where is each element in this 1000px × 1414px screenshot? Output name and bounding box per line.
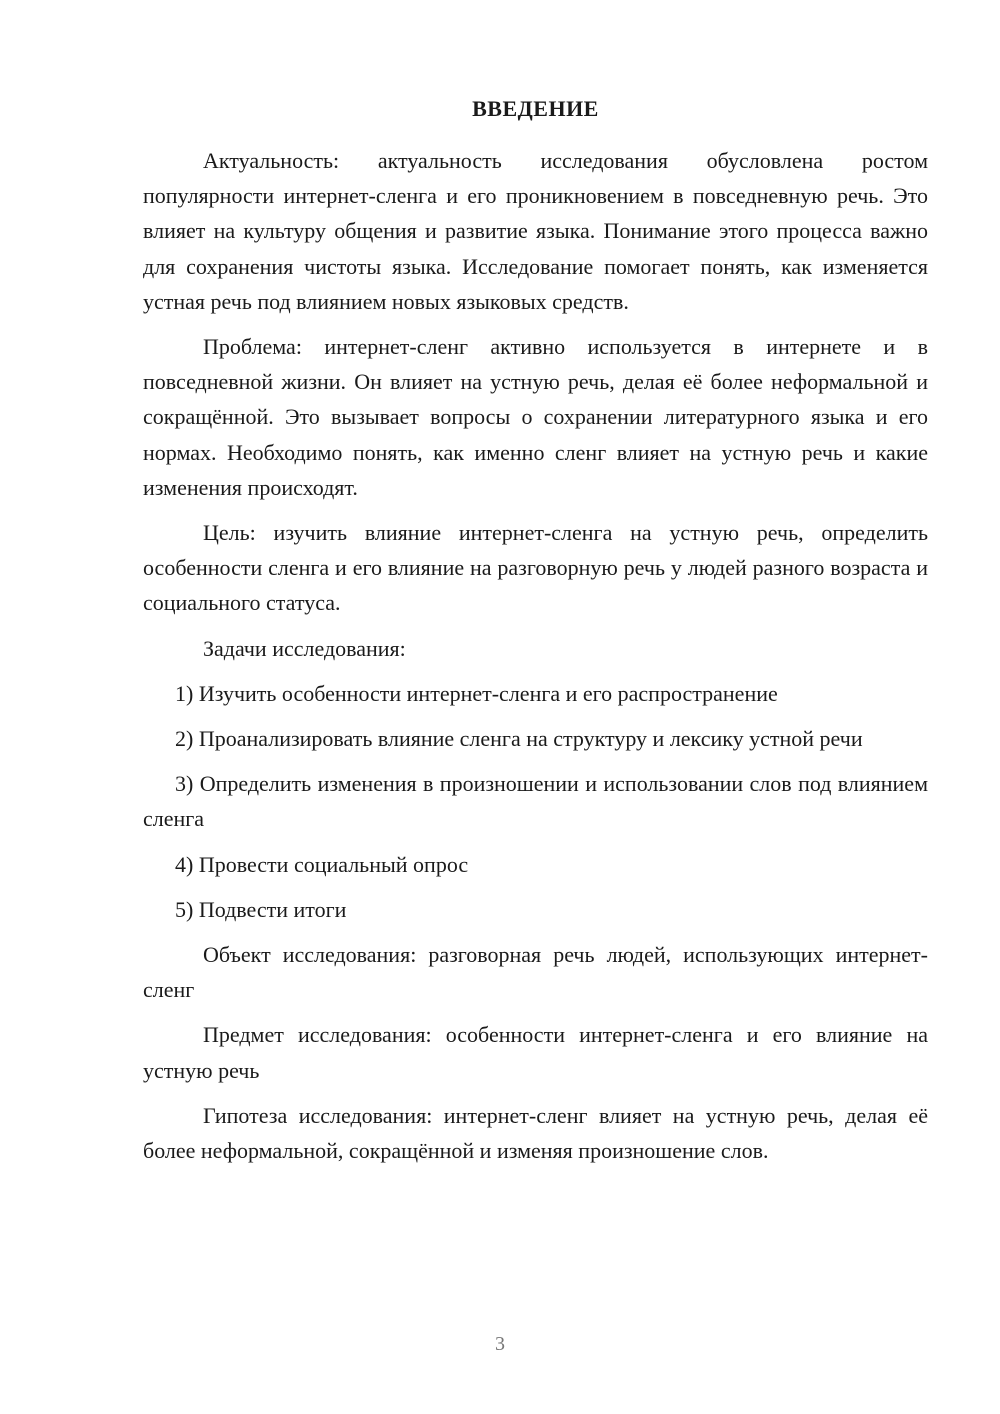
- tasks-heading: Задачи исследования:: [203, 635, 406, 661]
- paragraph-subject: Предмет исследования: особенности интернет-сленга и его влияние на устную речь: [143, 1022, 928, 1083]
- paragraph-hypothesis: Гипотеза исследования: интернет-сленг влияет на устную речь, делая её более неформальной, сокращённой и изменяя произношение слов.: [143, 1102, 928, 1164]
- task-item-4: 4) Провести социальный опрос: [175, 851, 469, 877]
- paragraph-relevance: Актуальность: актуальность исследования обусловлена ростом популярности интернет-сленга и его проникновением в повседневную речь. Это влияет на культуру общения и развитие языка. Понимание этого процесса важно для сохранения чистоты языка. Исследование помогает понять, как изменяется устная речь под влиянием новых языковых средств.: [143, 148, 928, 314]
- paragraph-object: Объект исследования: разговорная речь людей, использующих интернет-сленг: [143, 942, 928, 1003]
- task-item-3: 3) Определить изменения в произношении и использовании слов под влиянием сленга: [143, 771, 928, 832]
- paragraph-problem: Проблема: интернет-сленг активно используется в интернете и в повседневной жизни. Он влияет на устную речь, делая её более неформальной и сокращённой. Это вызывает вопросы о сохранении литературного языка и его нормах. Необходимо понять, как именно сленг влияет на устную речь и какие изменения происходят.: [143, 334, 928, 500]
- task-item-1: 1) Изучить особенности интернет-сленга и его распространение: [175, 680, 778, 706]
- task-item-5: 5) Подвести итоги: [175, 896, 347, 922]
- document-body: [143, 143, 928, 1178]
- page-number: 3: [495, 1333, 505, 1355]
- page-title: ВВЕДЕНИЕ: [472, 96, 599, 121]
- task-item-2: 2) Проанализировать влияние сленга на структуру и лексику устной речи: [175, 726, 863, 752]
- paragraph-goal: Цель: изучить влияние интернет-сленга на устную речь, определить особенности сленга и его влияние на разговорную речь у людей разного возраста и социального статуса.: [143, 520, 928, 616]
